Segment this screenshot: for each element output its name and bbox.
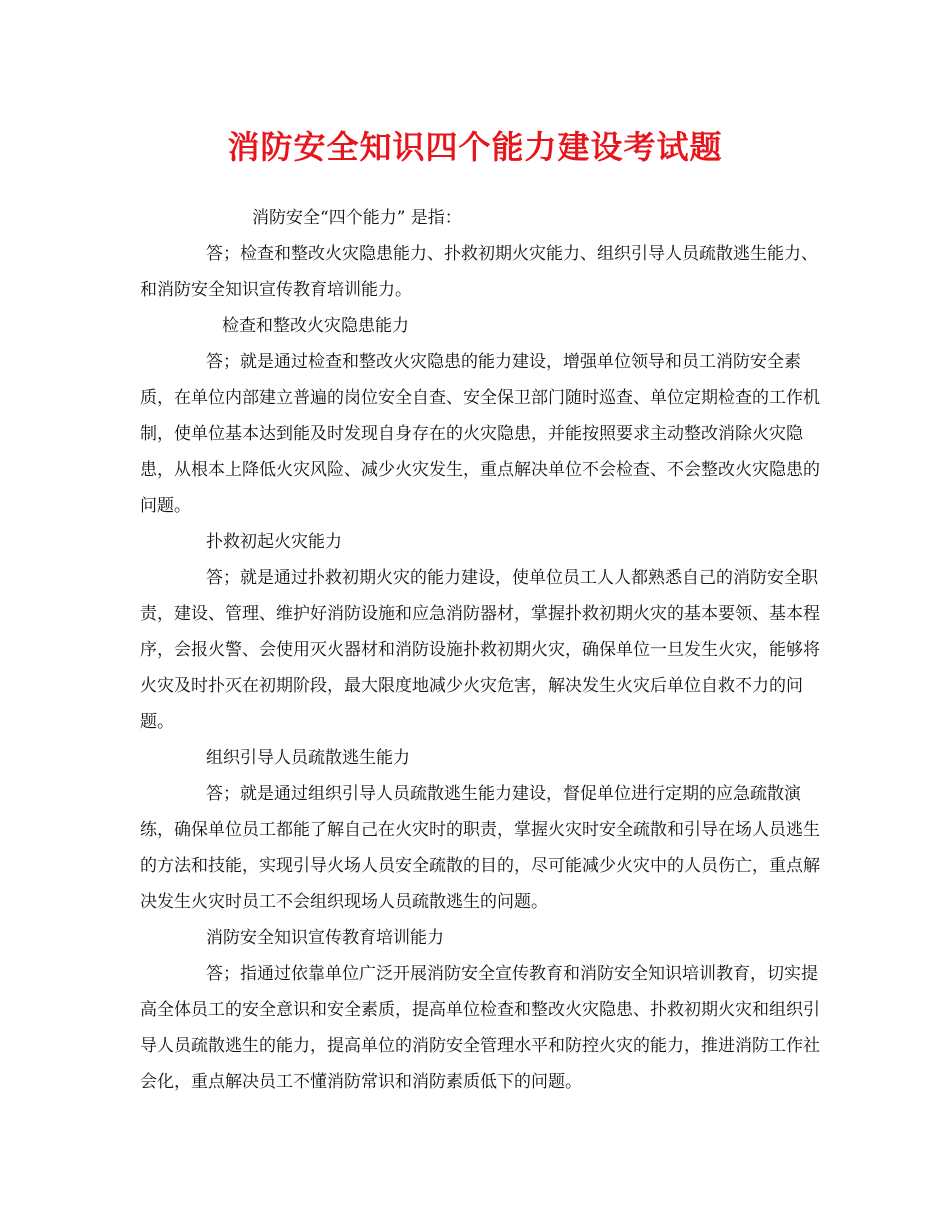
document-body bbox=[140, 200, 830, 1100]
section-heading-evacuation: 组织引导人员疏散逃生能力 bbox=[206, 748, 410, 768]
section-heading-inspection: 检查和整改火灾隐患能力 bbox=[222, 316, 409, 336]
intro-answer: 答；检查和整改火灾隐患能力、扑救初期火灾能力、组织引导人员疏散逃生能力、和消防安全知识宣传教育培训能力。 bbox=[140, 244, 818, 300]
section-heading-education: 消防安全知识宣传教育培训能力 bbox=[206, 928, 444, 948]
document-title: 消防安全知识四个能力建设考试题 bbox=[227, 128, 723, 166]
section-heading-firefighting: 扑救初起火灾能力 bbox=[206, 532, 342, 552]
section-answer-firefighting: 答；就是通过扑救初期火灾的能力建设，使单位员工人人都熟悉自己的消防安全职责，建设、管理、维护好消防设施和应急消防器材，掌握扑救初期火灾的基本要领、基本程序，会报火警、会使用灭火器材和消防设施扑救初期火灾，确保单位一旦发生火灾，能够将火灾及时扑灭在初期阶段，最大限度地减少火灾危害，解决发生火灾后单位自救不力的问题。 bbox=[140, 568, 820, 732]
section-answer-evacuation: 答；就是通过组织引导人员疏散逃生能力建设，督促单位进行定期的应急疏散演练，确保单位员工都能了解自己在火灾时的职责，掌握火灾时安全疏散和引导在场人员逃生的方法和技能，实现引导火场人员安全疏散的目的，尽可能减少火灾中的人员伤亡，重点解决发生火灾时员工不会组织现场人员疏散逃生的问题。 bbox=[140, 784, 820, 912]
intro-question: 消防安全“四个能力” 是指： bbox=[252, 208, 462, 228]
section-answer-inspection: 答；就是通过检查和整改火灾隐患的能力建设，增强单位领导和员工消防安全素质，在单位内部建立普遍的岗位安全自查、安全保卫部门随时巡查、单位定期检查的工作机制，使单位基本达到能及时发现自身存在的火灾隐患，并能按照要求主动整改消除火灾隐患，从根本上降低火灾风险、减少火灾发生，重点解决单位不会检查、不会整改火灾隐患的问题。 bbox=[140, 352, 820, 516]
section-answer-education: 答；指通过依靠单位广泛开展消防安全宣传教育和消防安全知识培训教育，切实提高全体员工的安全意识和安全素质，提高单位检查和整改火灾隐患、扑救初期火灾和组织引导人员疏散逃生的能力，提高单位的消防安全管理水平和防控火灾的能力，推进消防工作社会化，重点解决员工不懂消防常识和消防素质低下的问题。 bbox=[140, 964, 820, 1092]
